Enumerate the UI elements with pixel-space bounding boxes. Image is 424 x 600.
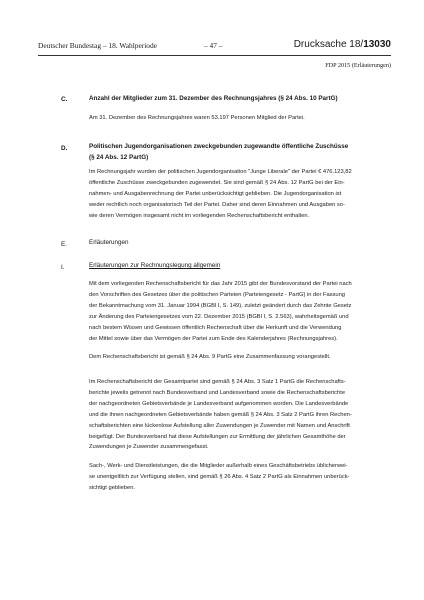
para-line: den Vorschriften des Gesetzes über die politischen Parteien (Parteiengesetz - PartG) in der Fassung — [89, 291, 346, 298]
section-i-label: I. — [61, 264, 65, 271]
header-page-number: – 47 – — [204, 41, 223, 50]
section-d-title-line: (§ 24 Abs. 12 PartG) — [89, 153, 149, 161]
para-line: Zuwendungen je Zuwender zusammengefasst. — [89, 444, 209, 451]
para-line: der Bekanntmachung vom 31. Januar 1994 (BGBl I, S. 149), zuletzt geändert durch das Zehnte Gesetz — [89, 302, 352, 309]
section-e-title: Erläuterungen — [89, 239, 129, 246]
section-d-title-line: Politischen Jugendorganisationen zweckgebunden zugewandte öffentliche Zuschüsse — [89, 143, 349, 150]
section-d-body — [89, 167, 391, 222]
para-line: beigefügt. Der Bundesverband hat diese Aufstellungen zur Ermittlung der jährlichen Gesamthöhe der — [89, 433, 346, 440]
para-line: berichte jeweils getrennt nach Bundesverband und Landesverband sowie die Rechenschaftsberichte — [89, 389, 346, 396]
para-line: zur Änderung des Parteiengesetzes vom 22. Dezember 2015 (BGBl I, S. 2.563), wahrheitsgemäß und — [89, 313, 349, 320]
section-d-label: D. — [61, 145, 68, 152]
section-e-label: E. — [61, 241, 68, 248]
header-doc-prefix: Drucksache 18/ — [293, 39, 364, 50]
para-line: Dem Rechenschaftsbericht ist gemäß § 24 Abs. 9 PartG eine Zusammenfassung vorangestellt. — [89, 354, 331, 360]
para-line: Mit dem vorliegenden Rechenschaftsbericht für das Jahr 2015 gibt der Bundesvorstand der Partei nach — [89, 281, 352, 287]
para-line: der Mittel sowie über das Vermögen der Partei zum Ende des Kalenderjahres (Rechnungsjahres). — [89, 335, 338, 342]
section-d-line: öffentliche Zuschüsse zweckgebunden zugewendet. Sie sind gemäß § 24 Abs. 12 PartG bei der Ein- — [89, 179, 345, 186]
section-d-line: weder rechtlich noch organisatorisch Teil der Partei. Daher sind deren Einnahmen und Ausgaben so- — [89, 201, 345, 208]
running-header — [38, 41, 391, 53]
section-i-paragraph-3 — [89, 377, 391, 453]
section-d-title — [89, 142, 348, 163]
para-line: Im Rechenschaftsbericht der Gesamtpartei sind gemäß § 24 Abs. 3 Satz 1 PartG die Rechenschafts- — [89, 379, 346, 385]
section-i-paragraph-4 — [89, 461, 391, 494]
para-line: und die ihnen nachgeordneten Gebietsverbände haben gemäß § 24 Abs. 3 Satz 2 PartG ihren Rechen- — [89, 411, 352, 418]
section-i-paragraph-2 — [89, 352, 391, 363]
section-i-title: Erläuterungen zur Rechnungslegung allgemein — [89, 262, 221, 269]
subheader: FDP 2015 (Erläuterungen) — [325, 62, 391, 69]
section-d-line: nahmen- und Ausgabenrechnung der Partei unberücksichtigt geblieben. Die Jugendorganisation ist — [89, 190, 342, 197]
header-publication: Deutscher Bundestag – 18. Wahlperiode — [38, 41, 157, 50]
header-rule — [38, 55, 391, 56]
section-d-line: Im Rechnungsjahr wurden der politischen Jugendorganisation "Junge Liberale" der Partei € 476.123,82 — [89, 169, 352, 175]
section-c-body — [89, 113, 391, 124]
section-c-title: Anzahl der Mitglieder zum 31. Dezember des Rechnungsjahres (§ 24 Abs. 10 PartG) — [89, 95, 338, 102]
section-i-paragraph-1 — [89, 279, 391, 344]
header-document-number — [294, 39, 391, 50]
section-d-line: wie deren Vermögen insgesamt nicht im vorliegenden Rechenschaftsbericht enthalten. — [89, 212, 310, 219]
section-c-label: C. — [61, 96, 68, 103]
para-line: schaftsberichten eine lückenlose Aufstellung aller Zuwendungen je Zuwender mit Namen und Anschrift — [89, 422, 350, 429]
section-c-line: Am 31. Dezember des Rechnungsjahres waren 53.197 Personen Mitglied der Partei. — [89, 115, 305, 121]
para-line: sichtigt geblieben. — [89, 484, 136, 491]
para-line: se unentgeltlich zur Verfügung stellen, sind gemäß § 26 Abs. 4 Satz 2 PartG als Einnahmen unberück- — [89, 473, 350, 480]
header-doc-number: 13030 — [363, 39, 391, 50]
para-line: Sach-, Werk- und Dienstleistungen, die die Mitglieder außerhalb eines Geschäftsbetriebs üblicherwei- — [89, 463, 348, 469]
para-line: nach bestem Wissen und Gewissen öffentlich Rechenschaft über die Herkunft und die Verwendung — [89, 324, 342, 331]
para-line: der nachgeordneten Gebietsverbände je Landesverband aufgenommen worden. Die Landesverbände — [89, 400, 349, 407]
